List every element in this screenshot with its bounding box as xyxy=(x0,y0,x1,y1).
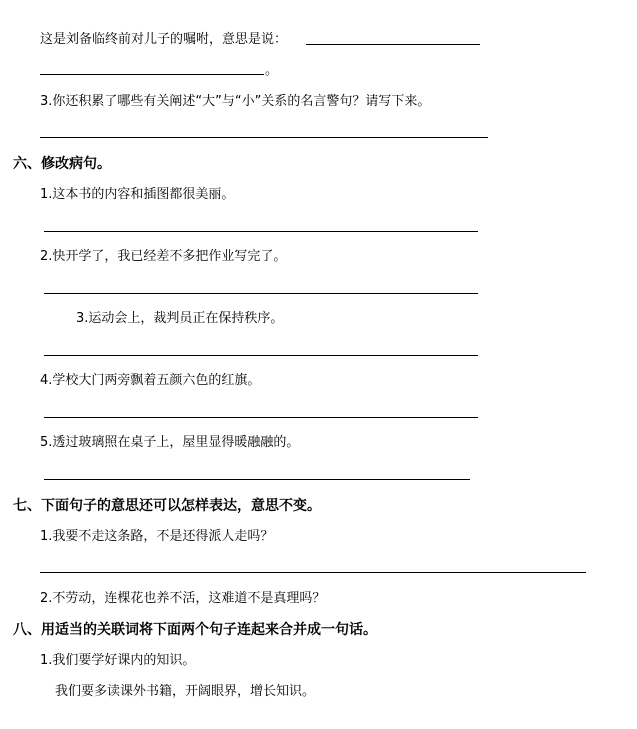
answer-line[interactable] xyxy=(44,479,470,480)
answer-line[interactable] xyxy=(44,355,478,356)
answer-line[interactable] xyxy=(44,293,478,294)
section-6-item-5: 5.透过玻璃照在桌子上，屋里显得暖融融的。 xyxy=(40,435,300,450)
sentence-period: 。 xyxy=(265,63,279,78)
section-6-item-2: 2.快开学了，我已经差不多把作业写完了。 xyxy=(40,249,287,264)
answer-line[interactable] xyxy=(44,231,478,232)
section-6-item-1: 1.这本书的内容和插图都很美丽。 xyxy=(40,187,235,202)
answer-line[interactable] xyxy=(40,572,586,573)
answer-line[interactable] xyxy=(306,44,480,45)
section-7-item-2: 2.不劳动，连棵花也养不活，这难道不是真理吗？ xyxy=(40,591,326,606)
answer-line[interactable] xyxy=(40,74,264,75)
answer-line[interactable] xyxy=(44,417,478,418)
answer-line[interactable] xyxy=(40,137,488,138)
section-7-title: 七、下面句子的意思还可以怎样表达，意思不变。 xyxy=(13,498,321,514)
section-7-item-1: 1.我要不走这条路，不是还得派人走吗？ xyxy=(40,529,274,544)
section-6-item-4: 4.学校大门两旁飘着五颜六色的红旗。 xyxy=(40,373,261,388)
q5-item-3: 3.你还积累了哪些有关阐述“大”与“小”关系的名言警句？请写下来。 xyxy=(40,94,431,109)
section-6-title: 六、修改病句。 xyxy=(13,156,111,172)
section-8-item-1: 1.我们要学好课内的知识。 xyxy=(40,653,196,668)
section-8-title: 八、用适当的关联词将下面两个句子连起来合并成一句话。 xyxy=(13,622,377,638)
q5-explanation-prompt: 这是刘备临终前对儿子的嘱咐，意思是说： xyxy=(40,32,288,47)
section-8-item-1-second-sentence: 我们要多读课外书籍，开阔眼界，增长知识。 xyxy=(55,684,316,699)
section-6-item-3: 3.运动会上，裁判员正在保持秩序。 xyxy=(76,311,284,326)
